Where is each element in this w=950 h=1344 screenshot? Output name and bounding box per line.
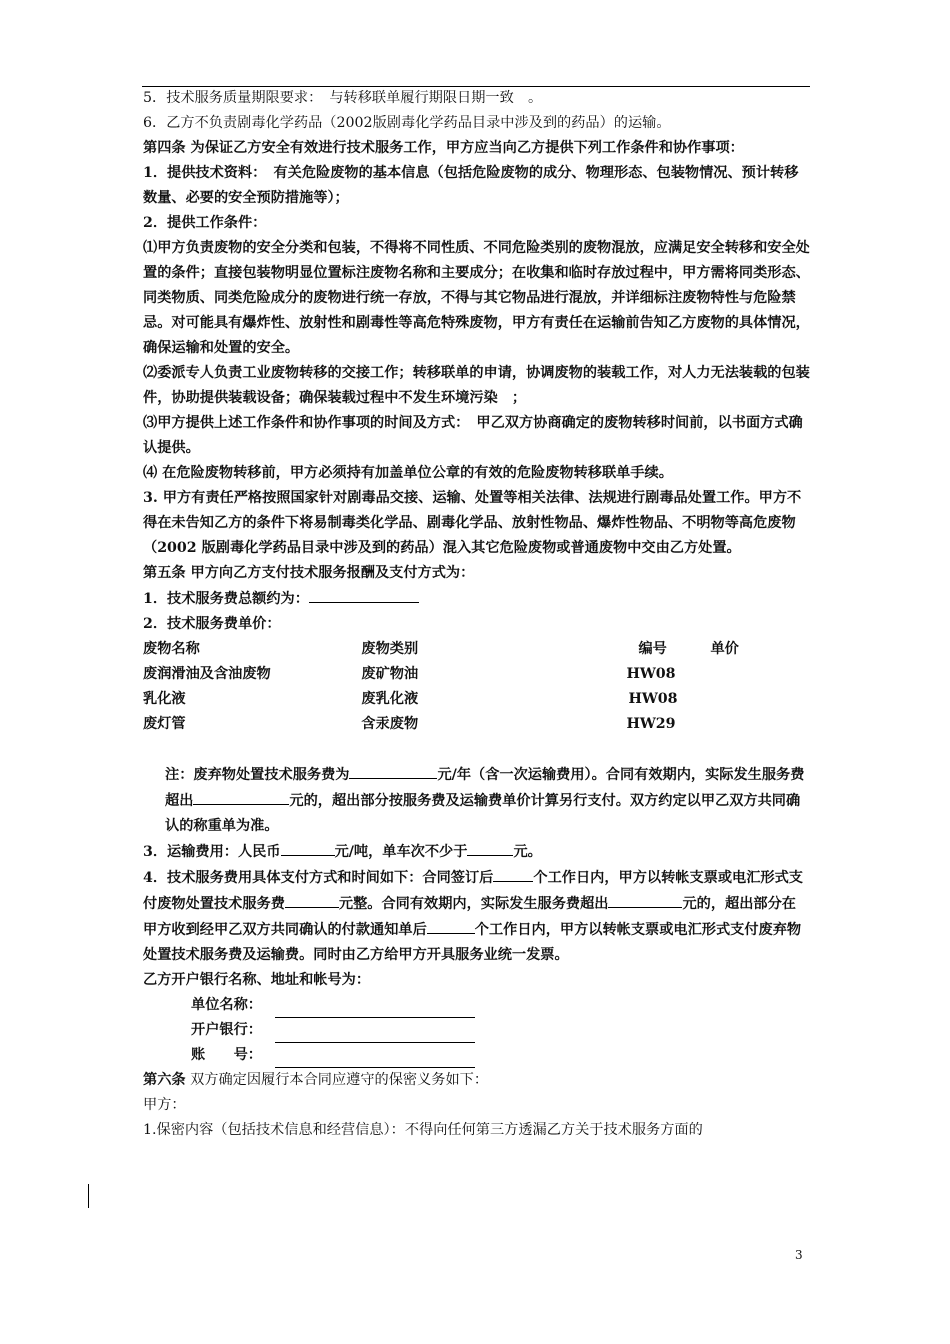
header-unit-price: 单价 <box>710 641 739 657</box>
table-row <box>143 712 810 737</box>
table-cell: 废矿物油 <box>361 666 419 682</box>
field-bank <box>143 1018 810 1043</box>
unit-price-label: 2．技术服务费单价： <box>143 616 281 632</box>
table-cell: 乳化液 <box>143 691 186 707</box>
payment-text: 元的，超出部分在甲方收到经甲乙双方共同确认的付款通知单后 <box>143 896 796 938</box>
transport-text: 元。 <box>513 844 542 860</box>
table-cell: 废润滑油及含油废物 <box>143 666 271 682</box>
field-label: 账 号： <box>191 1047 262 1063</box>
note-paragraph <box>143 762 810 839</box>
article-4 <box>143 136 810 161</box>
annual-fee-blank[interactable] <box>349 762 437 779</box>
payment-excess-blank[interactable] <box>608 891 682 908</box>
account-input[interactable] <box>275 1049 475 1068</box>
header-waste-category: 废物类别 <box>361 641 419 657</box>
table-cell <box>680 687 810 712</box>
table-cell: 含汞废物 <box>361 716 419 732</box>
payment-text: 个工作日内，甲方以转帐支票或电汇形式支付废物处置技术服务费 <box>143 870 803 912</box>
company-name-input[interactable] <box>275 999 475 1018</box>
table-row <box>143 662 810 687</box>
payment-text: 个工作日内，甲方以转帐支票或电汇形式支付废弃物处置技术服务费及运输费。同时由乙方给甲方开具服务业统一发票。 <box>143 922 802 963</box>
article-5-heading: 第五条 <box>143 565 186 581</box>
article-4-s4: ⑷ 在危险废物转移前，甲方必须持有加盖单位公章的有效的危险废物转移联单手续。 <box>143 465 673 481</box>
table-cell <box>680 662 810 687</box>
spacer <box>143 737 810 762</box>
payment-amount-blank[interactable] <box>285 891 339 908</box>
payment-text: 元整。合同有效期内，实际发生服务费超出 <box>338 896 609 912</box>
payment-paragraph <box>143 865 810 968</box>
field-account <box>143 1043 810 1068</box>
excess-fee-blank[interactable] <box>193 788 289 805</box>
bank-intro: 乙方开户银行名称、地址和帐号为： <box>143 972 371 988</box>
article-4-s2: ⑵委派专人负责工业废物转移的交接工作；转移联单的申请，协调废物的装载工作，对人力无法装载的包装件，协助提供装载设备；确保装载过程中不发生环境污染 ； <box>143 365 810 406</box>
table-cell <box>680 712 810 737</box>
field-label: 单位名称： <box>191 997 262 1013</box>
total-fee-line <box>143 586 810 612</box>
transport-rate-blank[interactable] <box>281 839 335 856</box>
article-4-p2: 2．提供工作条件： <box>143 215 267 231</box>
table-cell: HW29 <box>626 716 676 732</box>
payment-notice-days-blank[interactable] <box>427 917 475 934</box>
note-text: 元的，超出部分按服务费及运输费单价计算另行支付。双方约定以甲乙双方共同确认的称重单为准。 <box>165 793 801 834</box>
article-6 <box>143 1068 810 1093</box>
text-cursor-mark <box>88 1184 89 1208</box>
header-code: 编号 <box>638 641 667 657</box>
article-6-party: 甲方： <box>143 1097 186 1113</box>
header-waste-name: 废物名称 <box>143 641 200 657</box>
article-6-heading: 第六条 <box>143 1072 186 1088</box>
article-4-heading: 第四条 <box>143 140 186 156</box>
transport-fee-line <box>143 839 810 865</box>
item-6: 6．乙方不负责剧毒化学药品（2002版剧毒化学药品目录中涉及到的药品）的运输。 <box>143 115 671 131</box>
fee-table-header <box>143 637 810 662</box>
payment-days-blank[interactable] <box>493 865 533 882</box>
item-5: 5．技术服务质量期限要求： 与转移联单履行期限日期一致 。 <box>143 90 543 106</box>
table-cell: HW08 <box>628 691 678 707</box>
table-cell: 废灯管 <box>143 716 186 732</box>
payment-text: 4．技术服务费用具体支付方式和时间如下：合同签订后 <box>143 870 494 886</box>
fee-table <box>143 637 810 737</box>
bank-input[interactable] <box>275 1024 475 1043</box>
transport-text: 元/吨，单车次不少于 <box>334 844 468 860</box>
note-text: 元/年（含一次运输费用）。合同有效期内，实际发生服务费超出 <box>165 767 805 809</box>
article-4-s3: ⑶甲方提供上述工作条件和协作事项的时间及方式： 甲乙双方协商确定的废物转移时间前，以书面方式确认提供。 <box>143 415 803 456</box>
article-4-p3: 3. 甲方有责任严格按照国家针对剧毒品交接、运输、处置等相关法律、法规进行剧毒品处置工作。甲方不得在未告知乙方的条件下将易制毒类化学品、剧毒化学品、放射性物品、爆炸性物品、不明物等高危废物（2002 版剧毒化学药品目录中涉及到的药品）混入其它危险废物或普通废物中交由乙方处置。 <box>143 490 802 556</box>
total-fee-label: 1．技术服务费总额约为： <box>143 591 309 607</box>
table-row <box>143 687 810 712</box>
total-fee-blank[interactable] <box>309 586 419 603</box>
field-company-name <box>143 993 810 1018</box>
article-4-s1: ⑴甲方负责废物的安全分类和包装，不得将不同性质、不同危险类别的废物混放，应满足安全转移和安全处置的条件；直接包装物明显位置标注废物名称和主要成分；在收集和临时存放过程中，甲方需将同类形态、同类物质、同类危险成分的废物进行统一存放，不得与其它物品进行混放，并详细标注废物特性与危险禁忌。对可能具有爆炸性、放射性和剧毒性等高危特殊废物，甲方有责任在运输前告知乙方废物的具体情况，确保运输和处置的安全。 <box>143 240 810 356</box>
article-5 <box>143 561 810 586</box>
article-4-p1: 1．提供技术资料： 有关危险废物的基本信息（包括危险废物的成分、物理形态、包装物情况、预计转移数量、必要的安全预防措施等）； <box>143 165 799 206</box>
article-6-intro: 双方确定因履行本合同应遵守的保密义务如下： <box>185 1072 489 1088</box>
article-5-intro: 甲方向乙方支付技术服务报酬及支付方式为： <box>185 565 475 581</box>
note-text: 注：废弃物处置技术服务费为 <box>165 767 350 783</box>
min-charge-blank[interactable] <box>467 839 513 856</box>
table-cell: HW08 <box>626 666 676 682</box>
article-4-intro: 为保证乙方安全有效进行技术服务工作，甲方应当向乙方提供下列工作条件和协作事项： <box>185 140 744 156</box>
table-cell: 废乳化液 <box>361 691 419 707</box>
page-number: 3 <box>795 1248 803 1262</box>
transport-text: 3．运输费用：人民币 <box>143 844 281 860</box>
field-label: 开户银行： <box>191 1022 262 1038</box>
document-body <box>143 86 810 1143</box>
article-6-p1: 1.保密内容（包括技术信息和经营信息）：不得向任何第三方透漏乙方关于技术服务方面的 <box>143 1122 703 1138</box>
